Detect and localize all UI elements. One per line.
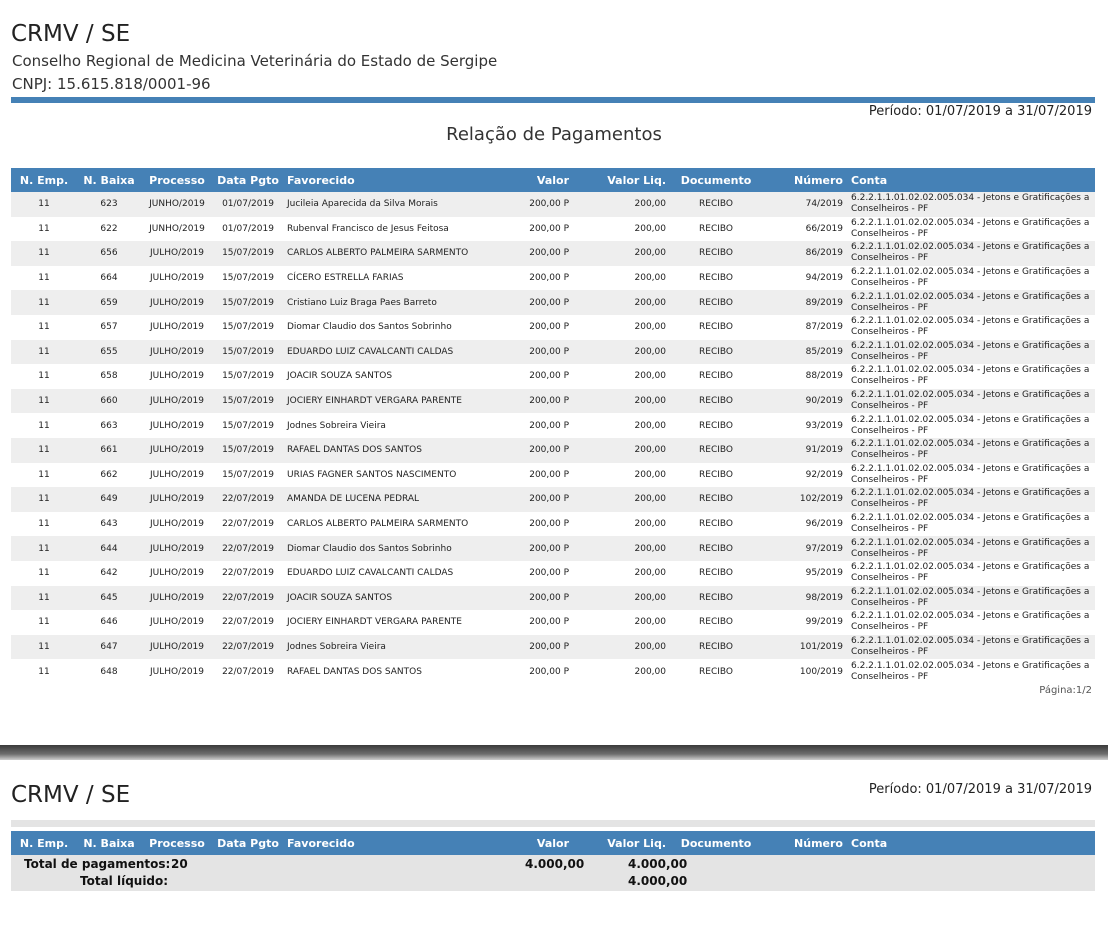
cell-processo: JULHO/2019 <box>141 389 213 414</box>
cell-valor-liq: 200,00 <box>573 241 670 266</box>
col-header-documento: Documento <box>670 168 762 192</box>
cell-processo: JULHO/2019 <box>141 413 213 438</box>
cell-processo: JULHO/2019 <box>141 463 213 488</box>
cell-documento: RECIBO <box>670 217 762 242</box>
cell-emp: 11 <box>11 266 77 291</box>
cell-conta: 6.2.2.1.1.01.02.02.005.034 - Jetons e Gratificações a Conselheiros - PF <box>847 389 1095 414</box>
cell-documento: RECIBO <box>670 192 762 217</box>
cell-documento: RECIBO <box>670 635 762 660</box>
col-header-data: Data Pgto <box>213 831 283 855</box>
cell-emp: 11 <box>11 487 77 512</box>
payments-table <box>11 168 1095 684</box>
cell-valor-liq: 200,00 <box>573 217 670 242</box>
cell-baixa: 661 <box>77 438 141 463</box>
cell-numero: 92/2019 <box>762 463 847 488</box>
cell-emp: 11 <box>11 315 77 340</box>
cell-valor: 200,00 P <box>505 438 573 463</box>
cell-emp: 11 <box>11 536 77 561</box>
cell-numero: 95/2019 <box>762 561 847 586</box>
total-liquido-label: Total líquido: <box>80 874 169 888</box>
cell-documento: RECIBO <box>670 463 762 488</box>
table-row <box>11 438 1095 463</box>
cell-valor-liq: 200,00 <box>573 438 670 463</box>
cell-valor-liq: 200,00 <box>573 389 670 414</box>
cell-baixa: 647 <box>77 635 141 660</box>
cell-emp: 11 <box>11 241 77 266</box>
cell-valor: 200,00 P <box>505 610 573 635</box>
cell-data-pgto: 15/07/2019 <box>213 463 283 488</box>
cell-conta: 6.2.2.1.1.01.02.02.005.034 - Jetons e Gratificações a Conselheiros - PF <box>847 413 1095 438</box>
cell-conta: 6.2.2.1.1.01.02.02.005.034 - Jetons e Gratificações a Conselheiros - PF <box>847 438 1095 463</box>
cell-documento: RECIBO <box>670 266 762 291</box>
cell-favorecido: Jucileia Aparecida da Silva Morais <box>283 192 505 217</box>
table-header-row-page2 <box>11 831 1095 855</box>
table-row <box>11 217 1095 242</box>
cell-valor-liq: 200,00 <box>573 536 670 561</box>
cell-processo: JULHO/2019 <box>141 659 213 684</box>
cell-emp: 11 <box>11 561 77 586</box>
cell-favorecido: JOACIR SOUZA SANTOS <box>283 364 505 389</box>
cell-valor-liq: 200,00 <box>573 192 670 217</box>
total-payments-count: 20 <box>171 857 188 871</box>
cell-processo: JUNHO/2019 <box>141 217 213 242</box>
cell-baixa: 643 <box>77 512 141 537</box>
cell-valor: 200,00 P <box>505 315 573 340</box>
cell-favorecido: RAFAEL DANTAS DOS SANTOS <box>283 659 505 684</box>
cell-valor-liq: 200,00 <box>573 610 670 635</box>
col-header-conta: Conta <box>847 831 1095 855</box>
cell-processo: JULHO/2019 <box>141 438 213 463</box>
period-label-page2: Período: 01/07/2019 a 31/07/2019 <box>868 782 1092 797</box>
cell-processo: JULHO/2019 <box>141 561 213 586</box>
table-row <box>11 487 1095 512</box>
cell-emp: 11 <box>11 192 77 217</box>
cell-conta: 6.2.2.1.1.01.02.02.005.034 - Jetons e Gratificações a Conselheiros - PF <box>847 536 1095 561</box>
cell-documento: RECIBO <box>670 487 762 512</box>
org-short-name: CRMV / SE <box>11 21 131 47</box>
page-separator <box>0 745 1108 760</box>
cell-documento: RECIBO <box>670 610 762 635</box>
cell-documento: RECIBO <box>670 438 762 463</box>
period-label: Período: 01/07/2019 a 31/07/2019 <box>868 104 1092 119</box>
cell-valor-liq: 200,00 <box>573 512 670 537</box>
total-payments-label: Total de pagamentos: <box>24 857 171 871</box>
cell-data-pgto: 22/07/2019 <box>213 512 283 537</box>
org-short-name-page2: CRMV / SE <box>11 782 131 808</box>
cell-favorecido: Cristiano Luiz Braga Paes Barreto <box>283 290 505 315</box>
cell-processo: JULHO/2019 <box>141 635 213 660</box>
cell-baixa: 646 <box>77 610 141 635</box>
table-row <box>11 659 1095 684</box>
col-header-emp: N. Emp. <box>11 168 77 192</box>
cell-baixa: 660 <box>77 389 141 414</box>
table-row <box>11 586 1095 611</box>
cell-favorecido: Diomar Claudio dos Santos Sobrinho <box>283 315 505 340</box>
cell-data-pgto: 15/07/2019 <box>213 364 283 389</box>
table-row <box>11 340 1095 365</box>
cell-favorecido: EDUARDO LUIZ CAVALCANTI CALDAS <box>283 561 505 586</box>
cell-processo: JULHO/2019 <box>141 610 213 635</box>
cell-conta: 6.2.2.1.1.01.02.02.005.034 - Jetons e Gratificações a Conselheiros - PF <box>847 561 1095 586</box>
col-header-documento: Documento <box>670 831 762 855</box>
table-row <box>11 290 1095 315</box>
col-header-valor: Valor <box>505 831 573 855</box>
cell-favorecido: JOACIR SOUZA SANTOS <box>283 586 505 611</box>
cell-numero: 88/2019 <box>762 364 847 389</box>
table-row <box>11 241 1095 266</box>
col-header-baixa: N. Baixa <box>77 831 141 855</box>
table-row <box>11 315 1095 340</box>
cell-favorecido: RAFAEL DANTAS DOS SANTOS <box>283 438 505 463</box>
org-full-name: Conselho Regional de Medicina Veterinária do Estado de Sergipe <box>12 52 498 70</box>
cell-favorecido: EDUARDO LUIZ CAVALCANTI CALDAS <box>283 340 505 365</box>
cell-documento: RECIBO <box>670 315 762 340</box>
cell-valor: 200,00 P <box>505 389 573 414</box>
cell-conta: 6.2.2.1.1.01.02.02.005.034 - Jetons e Gratificações a Conselheiros - PF <box>847 610 1095 635</box>
cell-conta: 6.2.2.1.1.01.02.02.005.034 - Jetons e Gratificações a Conselheiros - PF <box>847 266 1095 291</box>
cell-baixa: 656 <box>77 241 141 266</box>
cell-numero: 98/2019 <box>762 586 847 611</box>
cell-baixa: 649 <box>77 487 141 512</box>
cell-valor-liq: 200,00 <box>573 315 670 340</box>
cell-favorecido: AMANDA DE LUCENA PEDRAL <box>283 487 505 512</box>
cell-baixa: 655 <box>77 340 141 365</box>
cell-favorecido: JOCIERY EINHARDT VERGARA PARENTE <box>283 389 505 414</box>
cell-valor: 200,00 P <box>505 364 573 389</box>
page-number: Página:1/2 <box>1039 685 1092 696</box>
cell-data-pgto: 22/07/2019 <box>213 586 283 611</box>
cell-valor: 200,00 P <box>505 413 573 438</box>
table-row <box>11 389 1095 414</box>
report-title: Relação de Pagamentos <box>446 124 662 145</box>
cell-baixa: 662 <box>77 463 141 488</box>
cell-emp: 11 <box>11 463 77 488</box>
cell-documento: RECIBO <box>670 659 762 684</box>
total-valor: 4.000,00 <box>525 857 585 871</box>
cell-data-pgto: 15/07/2019 <box>213 290 283 315</box>
cell-valor-liq: 200,00 <box>573 340 670 365</box>
cell-data-pgto: 22/07/2019 <box>213 659 283 684</box>
cell-numero: 66/2019 <box>762 217 847 242</box>
cell-numero: 94/2019 <box>762 266 847 291</box>
table-row <box>11 266 1095 291</box>
col-header-processo: Processo <box>141 168 213 192</box>
header-divider-page2 <box>11 820 1095 827</box>
cell-baixa: 622 <box>77 217 141 242</box>
table-row <box>11 413 1095 438</box>
cell-processo: JULHO/2019 <box>141 266 213 291</box>
cell-emp: 11 <box>11 364 77 389</box>
cell-documento: RECIBO <box>670 241 762 266</box>
cell-data-pgto: 22/07/2019 <box>213 536 283 561</box>
cell-valor: 200,00 P <box>505 217 573 242</box>
cell-valor: 200,00 P <box>505 290 573 315</box>
cell-numero: 91/2019 <box>762 438 847 463</box>
col-header-conta: Conta <box>847 168 1095 192</box>
table-row <box>11 561 1095 586</box>
cell-processo: JULHO/2019 <box>141 315 213 340</box>
col-header-numero: Número <box>762 831 847 855</box>
cell-favorecido: CARLOS ALBERTO PALMEIRA SARMENTO <box>283 512 505 537</box>
cell-baixa: 659 <box>77 290 141 315</box>
cell-documento: RECIBO <box>670 536 762 561</box>
cell-conta: 6.2.2.1.1.01.02.02.005.034 - Jetons e Gratificações a Conselheiros - PF <box>847 340 1095 365</box>
cell-valor: 200,00 P <box>505 536 573 561</box>
cell-baixa: 623 <box>77 192 141 217</box>
col-header-valor: Valor <box>505 168 573 192</box>
cell-conta: 6.2.2.1.1.01.02.02.005.034 - Jetons e Gratificações a Conselheiros - PF <box>847 487 1095 512</box>
cell-numero: 90/2019 <box>762 389 847 414</box>
cell-emp: 11 <box>11 512 77 537</box>
cell-conta: 6.2.2.1.1.01.02.02.005.034 - Jetons e Gratificações a Conselheiros - PF <box>847 192 1095 217</box>
cell-emp: 11 <box>11 290 77 315</box>
cell-emp: 11 <box>11 413 77 438</box>
cell-processo: JUNHO/2019 <box>141 192 213 217</box>
cell-documento: RECIBO <box>670 389 762 414</box>
cell-valor-liq: 200,00 <box>573 659 670 684</box>
col-header-favorecido: Favorecido <box>283 831 505 855</box>
cell-documento: RECIBO <box>670 413 762 438</box>
cell-data-pgto: 15/07/2019 <box>213 241 283 266</box>
cell-baixa: 645 <box>77 586 141 611</box>
cell-numero: 97/2019 <box>762 536 847 561</box>
cell-favorecido: Rubenval Francisco de Jesus Feitosa <box>283 217 505 242</box>
cell-emp: 11 <box>11 659 77 684</box>
cell-valor: 200,00 P <box>505 635 573 660</box>
cell-valor: 200,00 P <box>505 266 573 291</box>
cell-documento: RECIBO <box>670 512 762 537</box>
cell-conta: 6.2.2.1.1.01.02.02.005.034 - Jetons e Gratificações a Conselheiros - PF <box>847 512 1095 537</box>
cell-numero: 100/2019 <box>762 659 847 684</box>
cell-conta: 6.2.2.1.1.01.02.02.005.034 - Jetons e Gratificações a Conselheiros - PF <box>847 586 1095 611</box>
col-header-valor-liq: Valor Liq. <box>573 831 670 855</box>
cell-processo: JULHO/2019 <box>141 340 213 365</box>
cell-valor: 200,00 P <box>505 241 573 266</box>
cell-data-pgto: 22/07/2019 <box>213 487 283 512</box>
totals-table-header <box>11 831 1095 855</box>
cell-data-pgto: 22/07/2019 <box>213 610 283 635</box>
cell-documento: RECIBO <box>670 340 762 365</box>
cell-data-pgto: 01/07/2019 <box>213 217 283 242</box>
cell-data-pgto: 01/07/2019 <box>213 192 283 217</box>
cell-valor-liq: 200,00 <box>573 487 670 512</box>
cell-baixa: 648 <box>77 659 141 684</box>
table-header-row <box>11 168 1095 192</box>
cell-favorecido: CÍCERO ESTRELLA FARIAS <box>283 266 505 291</box>
totals-block <box>11 855 1095 891</box>
table-row <box>11 536 1095 561</box>
table-row <box>11 610 1095 635</box>
cell-processo: JULHO/2019 <box>141 241 213 266</box>
org-cnpj: CNPJ: 15.615.818/0001-96 <box>12 75 211 93</box>
cell-valor-liq: 200,00 <box>573 463 670 488</box>
cell-favorecido: URIAS FAGNER SANTOS NASCIMENTO <box>283 463 505 488</box>
total-liquido-valor: 4.000,00 <box>628 874 688 888</box>
table-row <box>11 635 1095 660</box>
cell-data-pgto: 15/07/2019 <box>213 413 283 438</box>
col-header-numero: Número <box>762 168 847 192</box>
cell-valor-liq: 200,00 <box>573 290 670 315</box>
cell-numero: 96/2019 <box>762 512 847 537</box>
cell-documento: RECIBO <box>670 586 762 611</box>
cell-emp: 11 <box>11 635 77 660</box>
cell-conta: 6.2.2.1.1.01.02.02.005.034 - Jetons e Gratificações a Conselheiros - PF <box>847 463 1095 488</box>
cell-data-pgto: 15/07/2019 <box>213 389 283 414</box>
cell-numero: 101/2019 <box>762 635 847 660</box>
cell-processo: JULHO/2019 <box>141 364 213 389</box>
cell-numero: 99/2019 <box>762 610 847 635</box>
cell-conta: 6.2.2.1.1.01.02.02.005.034 - Jetons e Gratificações a Conselheiros - PF <box>847 241 1095 266</box>
cell-baixa: 642 <box>77 561 141 586</box>
cell-valor-liq: 200,00 <box>573 586 670 611</box>
cell-emp: 11 <box>11 389 77 414</box>
cell-baixa: 657 <box>77 315 141 340</box>
col-header-baixa: N. Baixa <box>77 168 141 192</box>
cell-processo: JULHO/2019 <box>141 536 213 561</box>
cell-conta: 6.2.2.1.1.01.02.02.005.034 - Jetons e Gratificações a Conselheiros - PF <box>847 659 1095 684</box>
table-body <box>11 192 1095 684</box>
table-row <box>11 192 1095 217</box>
cell-numero: 85/2019 <box>762 340 847 365</box>
cell-valor-liq: 200,00 <box>573 413 670 438</box>
total-valor-liq: 4.000,00 <box>628 857 688 871</box>
table-row <box>11 512 1095 537</box>
cell-valor: 200,00 P <box>505 512 573 537</box>
cell-emp: 11 <box>11 586 77 611</box>
cell-documento: RECIBO <box>670 561 762 586</box>
col-header-favorecido: Favorecido <box>283 168 505 192</box>
cell-valor: 200,00 P <box>505 659 573 684</box>
col-header-processo: Processo <box>141 831 213 855</box>
cell-conta: 6.2.2.1.1.01.02.02.005.034 - Jetons e Gratificações a Conselheiros - PF <box>847 635 1095 660</box>
cell-baixa: 664 <box>77 266 141 291</box>
cell-processo: JULHO/2019 <box>141 586 213 611</box>
report-page-2 <box>0 760 1108 929</box>
cell-numero: 74/2019 <box>762 192 847 217</box>
cell-data-pgto: 22/07/2019 <box>213 635 283 660</box>
cell-valor: 200,00 P <box>505 487 573 512</box>
cell-data-pgto: 15/07/2019 <box>213 340 283 365</box>
cell-numero: 93/2019 <box>762 413 847 438</box>
cell-conta: 6.2.2.1.1.01.02.02.005.034 - Jetons e Gratificações a Conselheiros - PF <box>847 315 1095 340</box>
cell-numero: 87/2019 <box>762 315 847 340</box>
cell-data-pgto: 15/07/2019 <box>213 266 283 291</box>
col-header-emp: N. Emp. <box>11 831 77 855</box>
cell-valor-liq: 200,00 <box>573 364 670 389</box>
cell-favorecido: Jodnes Sobreira Vieira <box>283 635 505 660</box>
cell-processo: JULHO/2019 <box>141 512 213 537</box>
cell-conta: 6.2.2.1.1.01.02.02.005.034 - Jetons e Gratificações a Conselheiros - PF <box>847 364 1095 389</box>
cell-valor: 200,00 P <box>505 340 573 365</box>
cell-valor-liq: 200,00 <box>573 635 670 660</box>
cell-processo: JULHO/2019 <box>141 487 213 512</box>
cell-emp: 11 <box>11 217 77 242</box>
cell-data-pgto: 15/07/2019 <box>213 315 283 340</box>
cell-valor: 200,00 P <box>505 586 573 611</box>
cell-emp: 11 <box>11 610 77 635</box>
cell-favorecido: CARLOS ALBERTO PALMEIRA SARMENTO <box>283 241 505 266</box>
cell-baixa: 658 <box>77 364 141 389</box>
cell-valor-liq: 200,00 <box>573 561 670 586</box>
cell-favorecido: Jodnes Sobreira Vieira <box>283 413 505 438</box>
cell-valor-liq: 200,00 <box>573 266 670 291</box>
table-row <box>11 364 1095 389</box>
cell-emp: 11 <box>11 340 77 365</box>
cell-emp: 11 <box>11 438 77 463</box>
cell-documento: RECIBO <box>670 364 762 389</box>
col-header-valor-liq: Valor Liq. <box>573 168 670 192</box>
cell-documento: RECIBO <box>670 290 762 315</box>
cell-numero: 102/2019 <box>762 487 847 512</box>
cell-valor: 200,00 P <box>505 463 573 488</box>
cell-processo: JULHO/2019 <box>141 290 213 315</box>
cell-favorecido: JOCIERY EINHARDT VERGARA PARENTE <box>283 610 505 635</box>
cell-conta: 6.2.2.1.1.01.02.02.005.034 - Jetons e Gratificações a Conselheiros - PF <box>847 217 1095 242</box>
header-divider <box>11 97 1095 103</box>
cell-numero: 89/2019 <box>762 290 847 315</box>
cell-data-pgto: 15/07/2019 <box>213 438 283 463</box>
cell-valor: 200,00 P <box>505 192 573 217</box>
table-row <box>11 463 1095 488</box>
cell-baixa: 644 <box>77 536 141 561</box>
cell-favorecido: Diomar Claudio dos Santos Sobrinho <box>283 536 505 561</box>
cell-valor: 200,00 P <box>505 561 573 586</box>
cell-baixa: 663 <box>77 413 141 438</box>
cell-conta: 6.2.2.1.1.01.02.02.005.034 - Jetons e Gratificações a Conselheiros - PF <box>847 290 1095 315</box>
col-header-data: Data Pgto <box>213 168 283 192</box>
cell-numero: 86/2019 <box>762 241 847 266</box>
cell-data-pgto: 22/07/2019 <box>213 561 283 586</box>
